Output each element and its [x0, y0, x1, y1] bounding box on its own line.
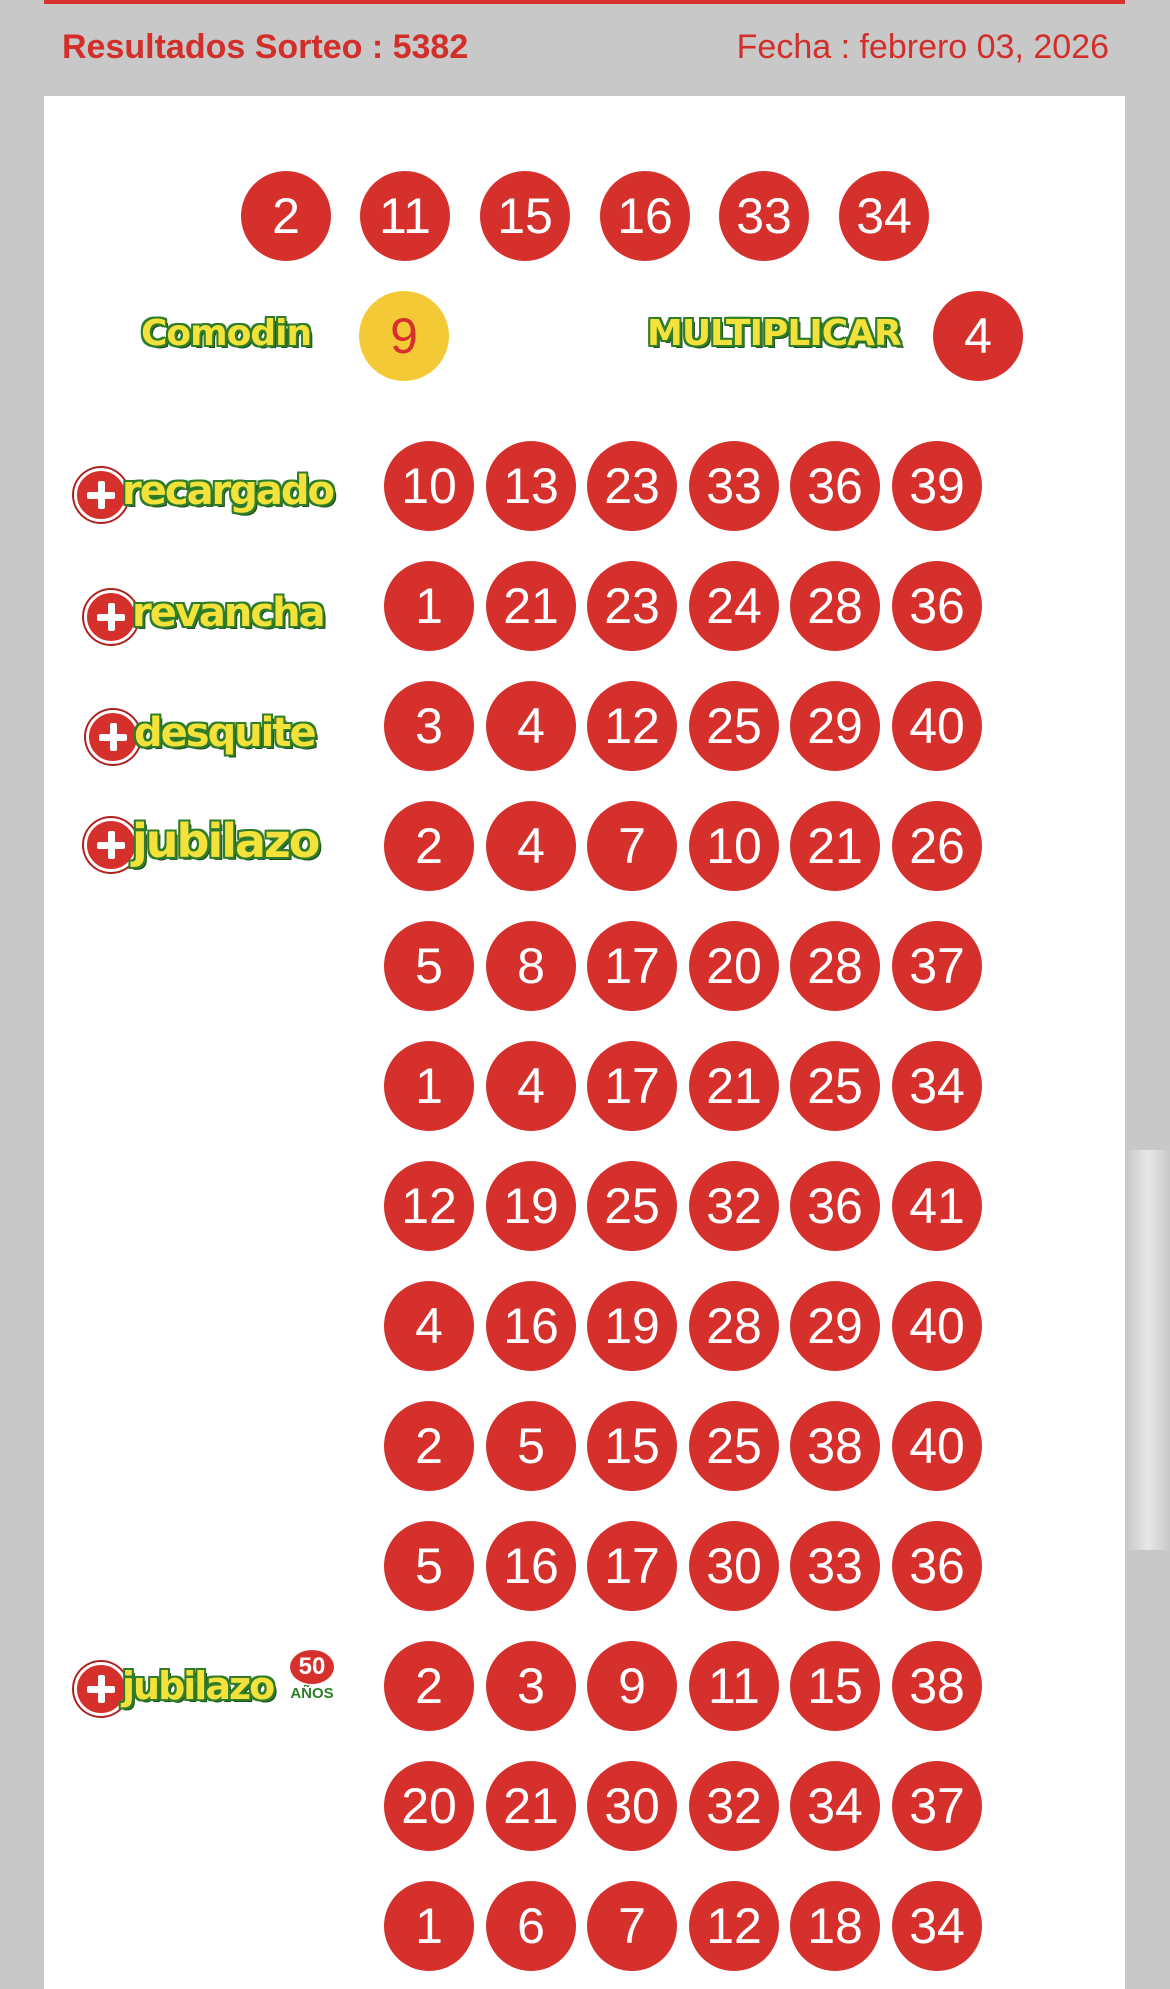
jubilazo-50-ball: 34 [790, 1761, 880, 1851]
jubilazo-ball: 25 [790, 1041, 880, 1131]
desquite-ball: 3 [384, 681, 474, 771]
recargado-ball: 36 [790, 441, 880, 531]
jubilazo-50-ball: 34 [892, 1881, 982, 1971]
jubilazo-ball: 17 [587, 921, 677, 1011]
jubilazo-50-ball: 21 [486, 1761, 576, 1851]
jubilazo-ball: 12 [384, 1161, 474, 1251]
jubilazo-ball: 21 [790, 801, 880, 891]
jubilazo-50-ball: 1 [384, 1881, 474, 1971]
jubilazo-ball: 34 [892, 1041, 982, 1131]
jubilazo-ball: 37 [892, 921, 982, 1011]
main-ball: 15 [480, 171, 570, 261]
recargado-ball: 23 [587, 441, 677, 531]
jubilazo-ball: 33 [790, 1521, 880, 1611]
jubilazo-ball: 28 [689, 1281, 779, 1371]
jubilazo-50-ball: 37 [892, 1761, 982, 1851]
jubilazo-ball: 5 [384, 1521, 474, 1611]
jubilazo-50-ball: 11 [689, 1641, 779, 1731]
jubilazo-ball: 5 [384, 921, 474, 1011]
plus-icon [86, 710, 140, 764]
jubilazo-ball: 26 [892, 801, 982, 891]
jubilazo-ball: 19 [587, 1281, 677, 1371]
jubilazo-ball: 1 [384, 1041, 474, 1131]
main-ball: 2 [241, 171, 331, 261]
jubilazo-50-ball: 30 [587, 1761, 677, 1851]
desquite-ball: 12 [587, 681, 677, 771]
jubilazo-ball: 28 [790, 921, 880, 1011]
jubilazo-ball: 7 [587, 801, 677, 891]
main-ball: 11 [360, 171, 450, 261]
jubilazo-ball: 17 [587, 1041, 677, 1131]
main-ball: 16 [600, 171, 690, 261]
jubilazo-50-ball: 3 [486, 1641, 576, 1731]
jubilazo-ball: 25 [587, 1161, 677, 1251]
results-panel [44, 96, 1125, 1989]
recargado-ball: 13 [486, 441, 576, 531]
jubilazo-ball: 19 [486, 1161, 576, 1251]
jubilazo-ball: 21 [689, 1041, 779, 1131]
jubilazo-50-ball: 38 [892, 1641, 982, 1731]
recargado-ball: 39 [892, 441, 982, 531]
revancha-ball: 23 [587, 561, 677, 651]
jubilazo-logo-text: jubilazo [132, 814, 319, 868]
plus-icon [74, 468, 128, 522]
comodin-label: Comodin [141, 313, 312, 354]
recargado-ball: 33 [689, 441, 779, 531]
plus-icon [84, 818, 138, 872]
jubilazo-ball: 36 [892, 1521, 982, 1611]
jubilazo-ball: 16 [486, 1521, 576, 1611]
jubilazo-50-ball: 2 [384, 1641, 474, 1731]
jubilazo-ball: 38 [790, 1401, 880, 1491]
revancha-ball: 1 [384, 561, 474, 651]
jubilazo-ball: 5 [486, 1401, 576, 1491]
jubilazo-ball: 20 [689, 921, 779, 1011]
jubilazo-ball: 25 [689, 1401, 779, 1491]
jubilazo-ball: 2 [384, 1401, 474, 1491]
results-header [44, 4, 1125, 96]
desquite-ball: 25 [689, 681, 779, 771]
jubilazo-ball: 17 [587, 1521, 677, 1611]
draw-number-title: Resultados Sorteo : 5382 [62, 28, 469, 66]
jubilazo-ball: 4 [384, 1281, 474, 1371]
background-shade [1126, 1150, 1170, 1550]
desquite-logo-text: desquite [134, 710, 315, 756]
jubilazo-50-ball: 20 [384, 1761, 474, 1851]
main-ball: 34 [839, 171, 929, 261]
jubilazo-50-logo-text: jubilazo [122, 1664, 274, 1708]
multiplicar-ball: 4 [933, 291, 1023, 381]
revancha-ball: 28 [790, 561, 880, 651]
jubilazo-ball: 36 [790, 1161, 880, 1251]
recargado-ball: 10 [384, 441, 474, 531]
multiplicar-label: MULTIPLICAR [647, 313, 901, 354]
jubilazo-ball: 8 [486, 921, 576, 1011]
recargado-logo-text: recargado [122, 468, 334, 514]
jubilazo-ball: 4 [486, 801, 576, 891]
jubilazo-ball: 40 [892, 1401, 982, 1491]
badge-text: AÑOS [290, 1685, 334, 1702]
main-ball: 33 [719, 171, 809, 261]
revancha-ball: 21 [486, 561, 576, 651]
jubilazo-ball: 10 [689, 801, 779, 891]
jubilazo-50-ball: 32 [689, 1761, 779, 1851]
revancha-ball: 24 [689, 561, 779, 651]
jubilazo-ball: 30 [689, 1521, 779, 1611]
jubilazo-ball: 29 [790, 1281, 880, 1371]
desquite-ball: 4 [486, 681, 576, 771]
revancha-ball: 36 [892, 561, 982, 651]
jubilazo-ball: 16 [486, 1281, 576, 1371]
jubilazo-ball: 32 [689, 1161, 779, 1251]
jubilazo-ball: 15 [587, 1401, 677, 1491]
desquite-ball: 29 [790, 681, 880, 771]
jubilazo-50-ball: 6 [486, 1881, 576, 1971]
comodin-ball: 9 [359, 291, 449, 381]
plus-icon [84, 590, 138, 644]
badge-number: 50 [290, 1650, 334, 1684]
revancha-logo-text: revancha [132, 590, 324, 636]
plus-icon [74, 1662, 128, 1716]
jubilazo-ball: 2 [384, 801, 474, 891]
jubilazo-ball: 41 [892, 1161, 982, 1251]
draw-date: Fecha : febrero 03, 2026 [736, 28, 1109, 66]
jubilazo-50-ball: 18 [790, 1881, 880, 1971]
jubilazo-ball: 40 [892, 1281, 982, 1371]
fifty-years-badge [290, 1650, 334, 1702]
desquite-ball: 40 [892, 681, 982, 771]
jubilazo-50-ball: 7 [587, 1881, 677, 1971]
jubilazo-50-ball: 9 [587, 1641, 677, 1731]
jubilazo-ball: 4 [486, 1041, 576, 1131]
jubilazo-50-ball: 12 [689, 1881, 779, 1971]
jubilazo-50-ball: 15 [790, 1641, 880, 1731]
